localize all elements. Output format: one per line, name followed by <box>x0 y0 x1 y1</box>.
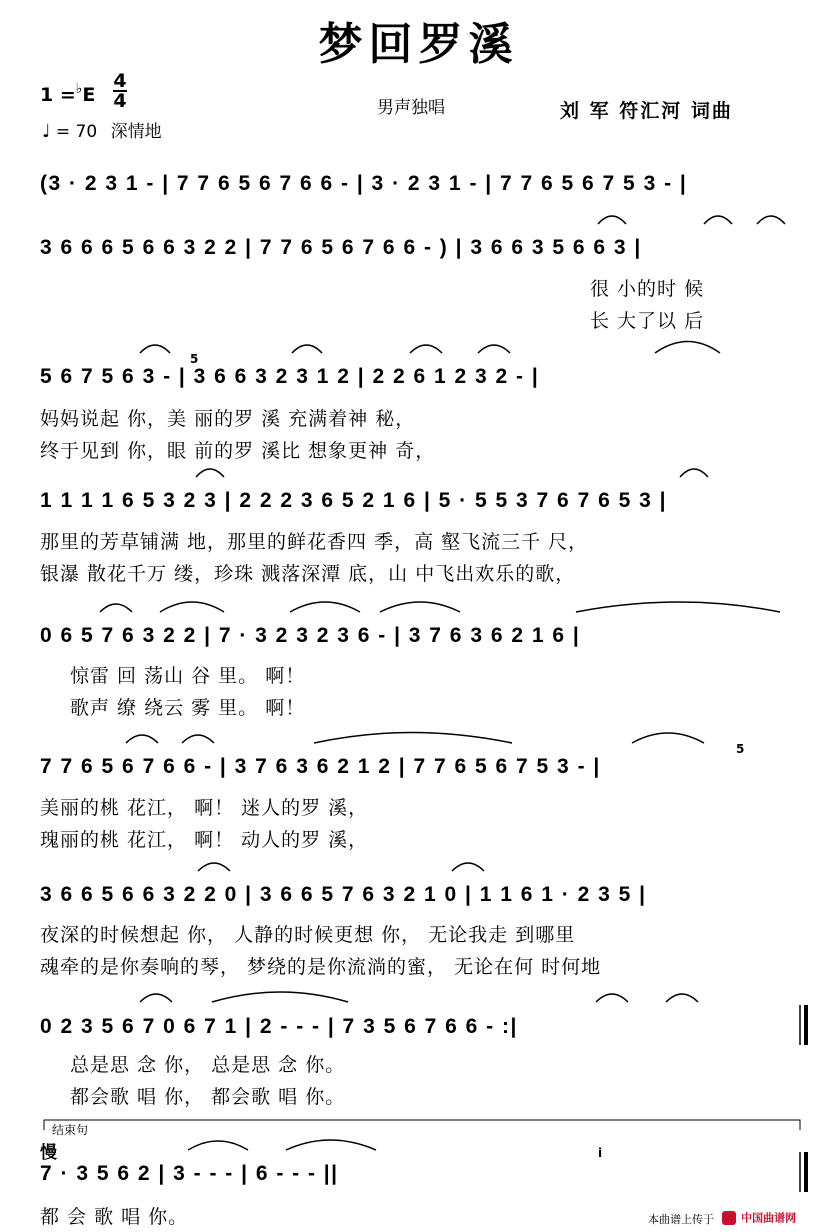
slur <box>410 345 442 353</box>
lyric-line-8-verse-1: 总是思 念 你， 总是思 念 你。 <box>70 1054 346 1076</box>
slur <box>680 469 708 477</box>
lyric-line-7-verse-1: 夜深的时候想起 你， 人静的时候更想 你， 无论我走 到哪里 <box>40 924 576 946</box>
slur <box>598 216 626 224</box>
notation-line-9: 7 · 3 5 6 2 | 3 - - - | 6 - - - || <box>40 1162 339 1185</box>
coda-tempo-mark: 慢 <box>40 1143 57 1163</box>
slur <box>290 602 360 612</box>
flat-symbol: ♭ <box>75 81 83 97</box>
time-signature-bottom: 4 <box>113 90 127 112</box>
notation-line-6: 7 7 6 5 6 7 6 6 - | 3 7 6 3 6 2 1 2 | 7 7 6 5 6 7 5 3 - | <box>40 755 601 778</box>
coda-label: 结束句 <box>52 1123 89 1137</box>
grace-note-1: 5 <box>190 352 199 366</box>
footer-logo-text: 中国曲谱网 <box>741 1211 797 1225</box>
slur <box>478 345 510 353</box>
lyric-line-3-verse-2: 终于见到 你，眼 前的罗 溪比 想象更神 奇， <box>40 440 436 462</box>
lyric-line-3-verse-1: 妈妈说起 你，美 丽的罗 溪 充满着神 秘， <box>40 408 416 430</box>
lyric-line-5-verse-2: 歌声 缭 绕云 雾 里。 啊！ <box>70 697 306 719</box>
lyric-line-6-verse-1: 美丽的桃 花江， 啊！ 迷人的罗 溪， <box>40 797 369 819</box>
slur <box>314 733 512 744</box>
lyric-line-4-verse-1: 那里的芳草铺满 地，那里的鲜花香四 季，高 壑飞流三千 尺， <box>40 531 589 553</box>
slur <box>292 345 322 353</box>
notation-line-7: 3 6 6 5 6 6 3 2 2 0 | 3 6 6 5 7 6 3 2 1 0 | 1 1 6 1 · 2 3 5 | <box>40 883 647 906</box>
slur <box>196 469 224 477</box>
notation-line-8: 0 2 3 5 6 7 0 6 7 1 | 2 - - - | 7 3 5 6 7 6 6 - :| <box>40 1015 518 1038</box>
expression-marking: 深情地 <box>110 122 162 142</box>
slur <box>632 733 704 743</box>
quarter-note-icon: ♩ <box>42 121 51 142</box>
grace-note-2: 5 <box>736 742 745 756</box>
slur <box>596 994 628 1002</box>
slur <box>757 216 785 224</box>
slur <box>198 863 230 871</box>
notation-line-5: 0 6 5 7 6 3 2 2 | 7 · 3 2 3 2 3 6 - | 3 7 6 3 6 2 1 6 | <box>40 624 581 647</box>
lyric-line-2-verse-2: 长 大了以 后 <box>590 310 705 332</box>
footer-upload-text: 本曲谱上传于 <box>648 1213 714 1226</box>
notation-line-1: (3 · 2 3 1 - | 7 7 6 5 6 7 6 6 - | 3 · 2 3 1 - | 7 7 6 5 6 7 5 3 - | <box>40 172 688 195</box>
slur <box>286 1140 376 1150</box>
page-title: 梦回罗溪 <box>318 19 519 70</box>
key-prefix: 1 = <box>40 84 76 106</box>
notation-line-2: 3 6 6 6 5 6 6 3 2 2 | 7 7 6 5 6 7 6 6 - ) | 3 6 6 3 5 6 6 3 | <box>40 236 642 259</box>
slur <box>655 342 720 354</box>
notation-line-3: 5 6 7 5 6 3 - | 3 6 6 3 2 3 1 2 | 2 2 6 1 2 3 2 - | <box>40 365 540 388</box>
slur <box>576 602 780 612</box>
lyric-line-8-verse-2: 都会歌 唱 你， 都会歌 唱 你。 <box>70 1086 346 1108</box>
slur <box>666 994 698 1002</box>
slur <box>182 735 214 743</box>
coda-bracket <box>44 1120 800 1130</box>
credits: 刘 军 符汇河 词曲 <box>560 100 733 122</box>
slur <box>126 735 158 743</box>
lyric-line-2-verse-1: 很 小的时 候 <box>590 278 705 300</box>
slur <box>188 1141 248 1150</box>
notation-line-4: 1 1 1 1 6 5 3 2 3 | 2 2 2 3 6 5 2 1 6 | 5 · 5 5 3 7 6 7 6 5 3 | <box>40 489 668 512</box>
slur <box>100 604 132 612</box>
grace-note-3: i <box>598 1146 603 1160</box>
slur <box>452 863 484 871</box>
key-letter: E <box>82 84 96 106</box>
time-signature-top: 4 <box>113 70 127 92</box>
lyric-line-6-verse-2: 瑰丽的桃 花江， 啊！ 动人的罗 溪， <box>40 829 369 851</box>
lyric-line-5-verse-1: 惊雷 回 荡山 谷 里。 啊！ <box>70 665 306 687</box>
slur <box>380 602 460 612</box>
lyric-line-7-verse-2: 魂牵的是你奏响的琴， 梦绕的是你流淌的蜜， 无论在何 时何地 <box>40 956 602 978</box>
lyric-line-4-verse-2: 银瀑 散花千万 缕，珍珠 溅落深潭 底，山 中飞出欢乐的歌， <box>40 563 576 585</box>
lyric-line-9: 都 会 歌 唱 你。 <box>40 1206 189 1228</box>
performance-note: 男声独唱 <box>377 98 445 118</box>
slur <box>160 602 224 612</box>
slur <box>140 345 170 353</box>
tempo-value: = 70 <box>55 122 98 142</box>
slur <box>140 994 172 1002</box>
slur <box>212 992 348 1002</box>
slur <box>704 216 732 224</box>
